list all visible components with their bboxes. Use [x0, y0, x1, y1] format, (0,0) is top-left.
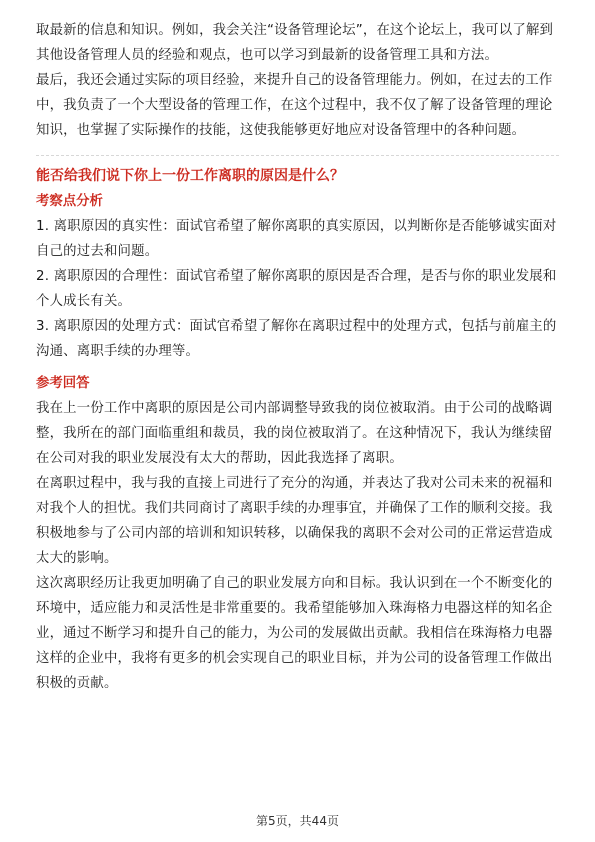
analysis-item-2: 2. 离职原因的合理性：面试官希望了解你离职的原因是否合理，是否与你的职业发展和个人成长有关。 [36, 269, 557, 309]
answer-heading: 参考回答 [36, 376, 90, 391]
document-body [36, 18, 559, 696]
analysis-item-1: 1. 离职原因的真实性：面试官希望了解你离职的真实原因，以判断你是否能够诚实面对自己的过去和问题。 [36, 219, 557, 259]
answer-paragraph-3: 这次离职经历让我更加明确了自己的职业发展方向和目标。我认识到在一个不断变化的环境中，适应能力和灵活性是非常重要的。我希望能够加入珠海格力电器这样的知名企业，通过不断学习和提升自己的能力，为公司的发展做出贡献。我相信在珠海格力电器这样的企业中，我将有更多的机会实现自己的职业目标，并为公司的设备管理工作做出积极的贡献。 [36, 576, 553, 691]
answer-paragraph-1: 我在上一份工作中离职的原因是公司内部调整导致我的岗位被取消。由于公司的战略调整，我所在的部门面临重组和裁员，我的岗位被取消了。在这种情况下，我认为继续留在公司对我的职业发展没有太大的帮助，因此我选择了离职。 [36, 401, 553, 466]
page-number: 第5页，共44页 [256, 814, 339, 828]
analysis-item-3: 3. 离职原因的处理方式：面试官希望了解你在离职过程中的处理方式，包括与前雇主的沟通、离职手续的办理等。 [36, 319, 557, 359]
intro-paragraph-2: 最后，我还会通过实际的项目经验，来提升自己的设备管理能力。例如，在过去的工作中，我负责了一个大型设备的管理工作，在这个过程中，我不仅了解了设备管理的理论知识，也掌握了实际操作的技能，这使我能够更好地应对设备管理中的各种问题。 [36, 73, 553, 138]
intro-paragraph-1: 取最新的信息和知识。例如，我会关注“设备管理论坛”，在这个论坛上，我可以了解到其他设备管理人员的经验和观点，也可以学习到最新的设备管理工具和方法。 [36, 23, 554, 63]
answer-paragraph-2: 在离职过程中，我与我的直接上司进行了充分的沟通，并表达了我对公司未来的祝福和对我个人的担忧。我们共同商讨了离职手续的办理事宜，并确保了工作的顺利交接。我积极地参与了公司内部的培训和知识转移，以确保我的离职不会对公司的正常运营造成太大的影响。 [36, 476, 553, 566]
question-heading: 能否给我们说下你上一份工作离职的原因是什么？ [36, 168, 344, 184]
section-divider [36, 155, 559, 156]
analysis-heading: 考察点分析 [36, 194, 103, 209]
